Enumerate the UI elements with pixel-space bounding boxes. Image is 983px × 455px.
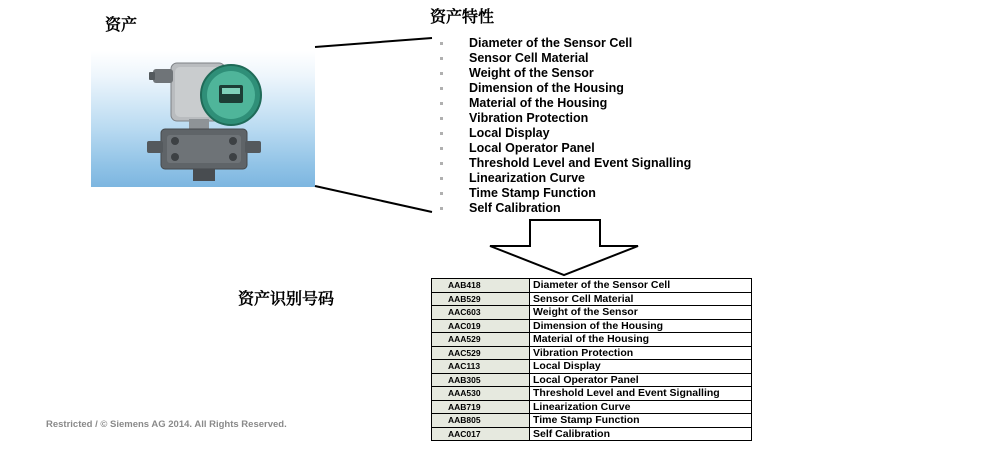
bullet-icon — [440, 87, 443, 90]
property-item — [440, 96, 691, 111]
property-label: Local Operator Panel — [469, 141, 595, 155]
property-item — [440, 51, 691, 66]
bullet-icon — [440, 102, 443, 105]
table-row — [432, 319, 752, 333]
asset-id-code: AAC019 — [432, 319, 530, 333]
property-item — [440, 66, 691, 81]
asset-id-code: AAB805 — [432, 414, 530, 428]
asset-property-name: Vibration Protection — [530, 346, 752, 360]
asset-property-name: Dimension of the Housing — [530, 319, 752, 333]
bullet-icon — [440, 132, 443, 135]
table-row — [432, 333, 752, 347]
property-item — [440, 201, 691, 216]
table-row — [432, 306, 752, 320]
bullet-icon — [440, 72, 443, 75]
property-label: Self Calibration — [469, 201, 561, 215]
table-row — [432, 360, 752, 374]
down-arrow-icon — [488, 218, 640, 278]
table-row — [432, 279, 752, 293]
asset-id-code: AAA530 — [432, 387, 530, 401]
table-row — [432, 400, 752, 414]
property-label: Weight of the Sensor — [469, 66, 594, 80]
properties-title: 资产特性 — [430, 9, 495, 26]
property-label: Time Stamp Function — [469, 186, 596, 200]
table-row — [432, 373, 752, 387]
bullet-icon — [440, 147, 443, 150]
table-row — [432, 414, 752, 428]
asset-property-name: Time Stamp Function — [530, 414, 752, 428]
property-item — [440, 81, 691, 96]
asset-property-name: Sensor Cell Material — [530, 292, 752, 306]
property-item — [440, 141, 691, 156]
asset-id-code: AAC017 — [432, 427, 530, 441]
asset-property-name: Local Operator Panel — [530, 373, 752, 387]
property-label: Linearization Curve — [469, 171, 585, 185]
property-label: Sensor Cell Material — [469, 51, 589, 65]
asset-property-name: Weight of the Sensor — [530, 306, 752, 320]
copyright-footer: Restricted / © Siemens AG 2014. All Rights Reserved. — [46, 419, 287, 430]
asset-property-name: Self Calibration — [530, 427, 752, 441]
asset-id-code: AAB719 — [432, 400, 530, 414]
asset-title: 资产 — [105, 17, 138, 34]
bullet-icon — [440, 177, 443, 180]
asset-id-code: AAC113 — [432, 360, 530, 374]
asset-property-name: Local Display — [530, 360, 752, 374]
upper-connector-line — [315, 38, 432, 47]
bullet-icon — [440, 192, 443, 195]
asset-id-code: AAB305 — [432, 373, 530, 387]
asset-id-code: AAB529 — [432, 292, 530, 306]
asset-ids-title: 资产识别号码 — [238, 291, 335, 308]
property-item — [440, 36, 691, 51]
asset-property-name: Linearization Curve — [530, 400, 752, 414]
asset-id-code: AAC603 — [432, 306, 530, 320]
property-label: Vibration Protection — [469, 111, 589, 125]
property-item — [440, 186, 691, 201]
property-label: Dimension of the Housing — [469, 81, 624, 95]
table-row — [432, 387, 752, 401]
asset-property-name: Threshold Level and Event Signalling — [530, 387, 752, 401]
lower-connector-line — [315, 186, 432, 212]
asset-id-code: AAC529 — [432, 346, 530, 360]
table-row — [432, 292, 752, 306]
bullet-icon — [440, 42, 443, 45]
bullet-icon — [440, 162, 443, 165]
asset-id-code: AAA529 — [432, 333, 530, 347]
asset-id-code: AAB418 — [432, 279, 530, 293]
property-label: Threshold Level and Event Signalling — [469, 156, 692, 170]
asset-property-name: Diameter of the Sensor Cell — [530, 279, 752, 293]
asset-property-name: Material of the Housing — [530, 333, 752, 347]
property-item — [440, 126, 691, 141]
bullet-icon — [440, 117, 443, 120]
property-item — [440, 171, 691, 186]
property-label: Local Display — [469, 126, 550, 140]
asset-properties-list — [440, 36, 691, 216]
property-label: Diameter of the Sensor Cell — [469, 36, 633, 50]
table-row — [432, 346, 752, 360]
asset-id-table — [431, 278, 752, 441]
property-label: Material of the Housing — [469, 96, 608, 110]
property-item — [440, 111, 691, 126]
property-item — [440, 156, 691, 171]
table-row — [432, 427, 752, 441]
bullet-icon — [440, 57, 443, 60]
bullet-icon — [440, 207, 443, 210]
